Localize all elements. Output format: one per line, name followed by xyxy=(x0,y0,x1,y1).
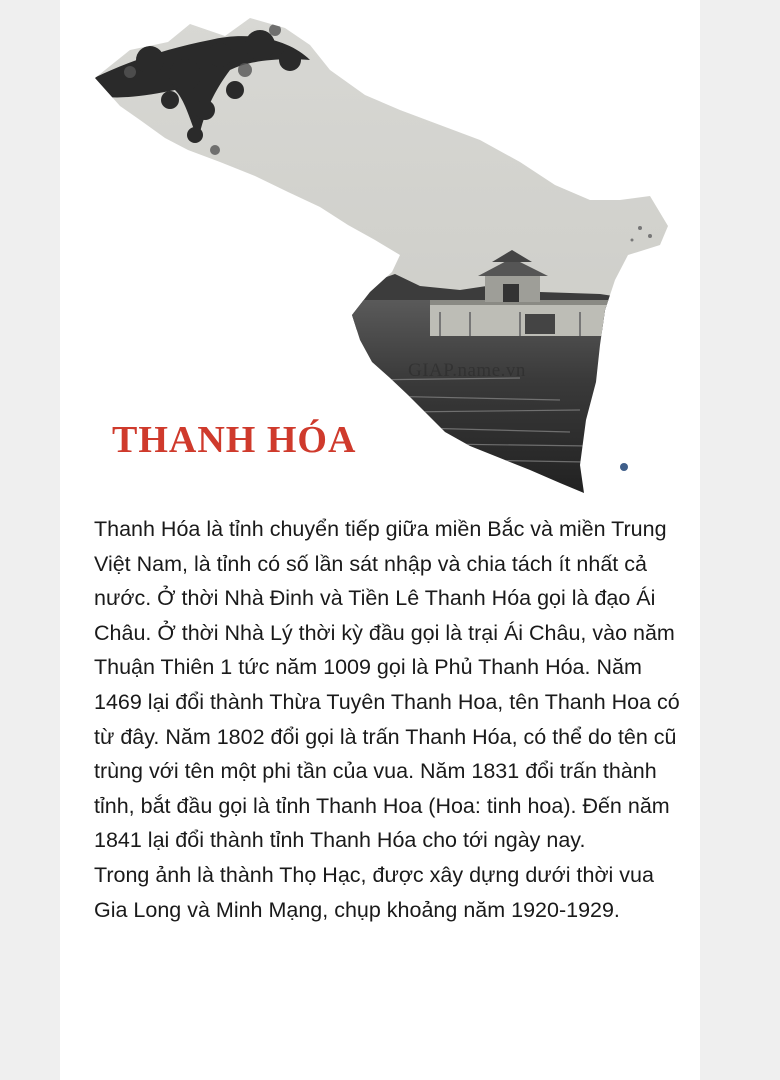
description-text xyxy=(94,512,684,927)
watermark-text: GIAP.name.vn xyxy=(408,360,526,381)
province-map-image xyxy=(0,0,780,500)
province-title: THANH HÓA xyxy=(112,419,357,461)
paragraph-caption: Trong ảnh là thành Thọ Hạc, được xây dựng dưới thời vua Gia Long và Minh Mạng, chụp khoảng năm 1920-1929. xyxy=(94,862,654,922)
paragraph-history: Thanh Hóa là tỉnh chuyển tiếp giữa miền Bắc và miền Trung Việt Nam, là tỉnh có số lần sát nhập và chia tách ít nhất cả nước. Ở thời Nhà Đinh và Tiền Lê Thanh Hóa gọi là đạo Ái Châu. Ở thời Nhà Lý thời kỳ đầu gọi là trại Ái Châu, vào năm Thuận Thiên 1 tức năm 1009 gọi là Phủ Thanh Hóa. Năm 1469 lại đổi thành Thừa Tuyên Thanh Hoa, tên Thanh Hoa có từ đây. Năm 1802 đổi gọi là trấn Thanh Hóa, có thể do tên cũ trùng với tên một phi tần của vua. Năm 1831 đổi trấn thành tỉnh, bắt đầu gọi là tỉnh Thanh Hoa (Hoa: tinh hoa). Đến năm 1841 lại đổi thành tỉnh Thanh Hóa cho tới ngày nay. xyxy=(94,517,680,853)
